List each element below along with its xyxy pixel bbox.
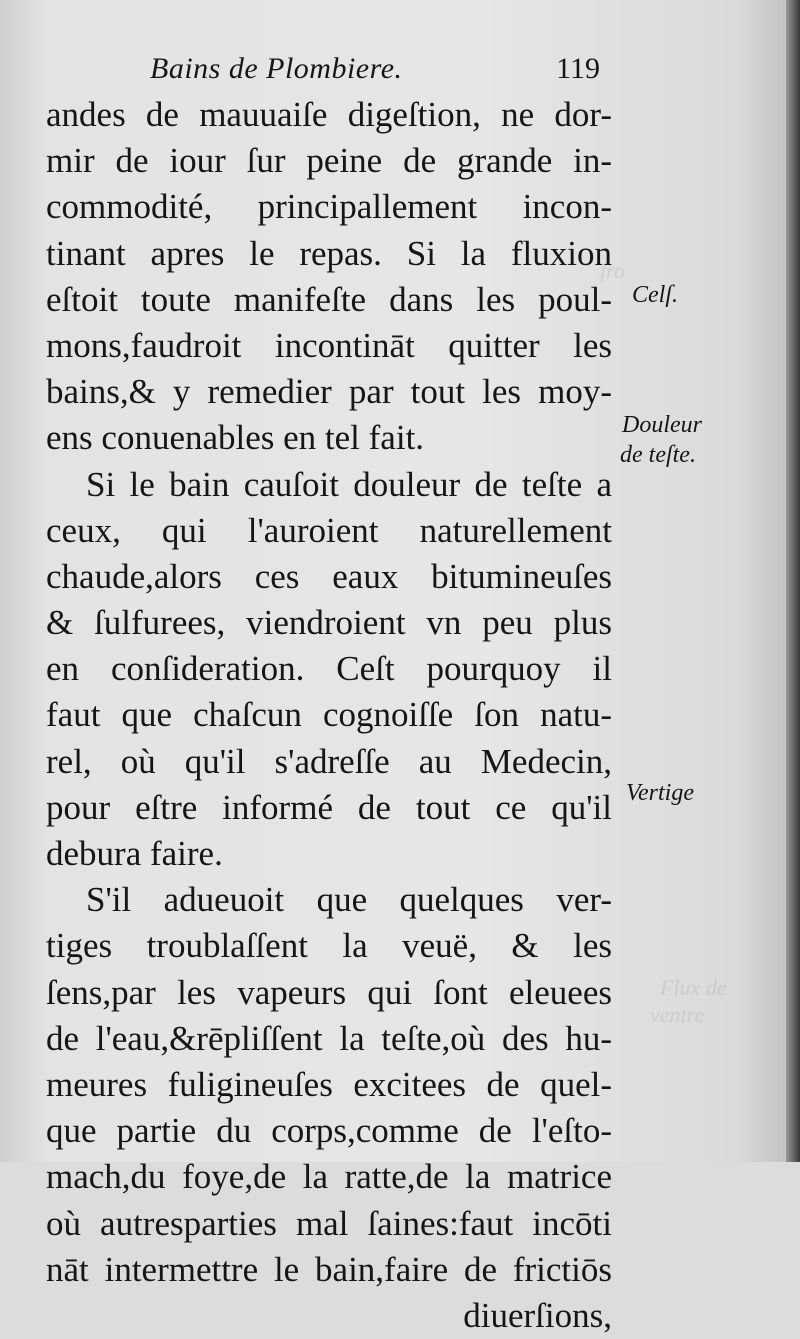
page-number: 119	[556, 52, 600, 85]
page-edge-shadow	[786, 0, 800, 1162]
text-line: que partie du corps,comme de l'eſto-	[46, 1111, 612, 1151]
text-line: faut que chaſcun cognoiſſe ſon natu-	[46, 695, 612, 735]
text-line: mach,du foye,de la ratte,de la matrice	[46, 1157, 612, 1197]
text-line: pour eſtre informé de tout ce qu'il	[46, 787, 612, 827]
text-line: diuerſions,	[463, 1295, 612, 1335]
text-line: mir de iour ſur peine de grande in-	[46, 141, 612, 181]
text-line: tinant apres le repas. Si la fluxion	[46, 233, 612, 273]
show-through-text: Flux de	[660, 975, 727, 1000]
main-text	[46, 92, 612, 1339]
margin-note-vertige: Vertige	[626, 780, 694, 806]
running-title: Bains de Plombiere.	[150, 52, 403, 85]
text-line: où autresparties mal ſaines:faut incōti	[46, 1203, 612, 1243]
text-line: bains,& y remedier par tout les moy-	[46, 372, 612, 412]
text-line: tiges troublaſſent la veuë, & les	[46, 926, 612, 966]
text-line: ens conuenables en tel fait.	[46, 418, 425, 458]
text-line: mons,faudroit incontināt quitter les	[46, 325, 612, 365]
text-line: en conſideration. Ceſt pourquoy il	[46, 649, 612, 689]
margin-notes	[620, 0, 780, 1162]
text-line: eſtoit toute manifeſte dans les poul-	[46, 279, 612, 319]
text-line: S'il adueuoit que quelques ver-	[86, 880, 612, 920]
text-line: de l'eau,&rēpliſſent la teſte,où des hu-	[46, 1018, 612, 1058]
text-line: ſens,par les vapeurs qui ſont eleuees	[46, 972, 612, 1012]
text-line: chaude,alors ces eaux bitumineuſes	[46, 556, 612, 596]
text-line: rel, où qu'il s'adreſſe au Medecin,	[46, 741, 612, 781]
show-through-text: ventre	[650, 1002, 705, 1027]
text-line: commodité, principallement incon-	[46, 187, 612, 227]
page-header	[150, 52, 610, 92]
text-line: Si le bain cauſoit douleur de teſte a	[86, 464, 612, 504]
text-line: meures fuligineuſes excitees de quel-	[46, 1064, 612, 1104]
text-line: & ſulfurees, viendroient vn peu plus	[46, 603, 612, 643]
margin-note-celsus: Celſ.	[632, 282, 678, 308]
margin-note-douleur: Douleur	[622, 412, 702, 438]
margin-note-de-teste: de teſte.	[620, 442, 696, 468]
text-line: debura faire.	[46, 834, 223, 873]
show-through-text: fro	[600, 258, 625, 283]
text-line: ceux, qui l'auroient naturellement	[46, 510, 612, 550]
text-line: andes de mauuaiſe digeſtion, ne dor-	[46, 95, 612, 134]
text-line: nāt intermettre le bain,faire de frictiōs	[46, 1249, 612, 1289]
